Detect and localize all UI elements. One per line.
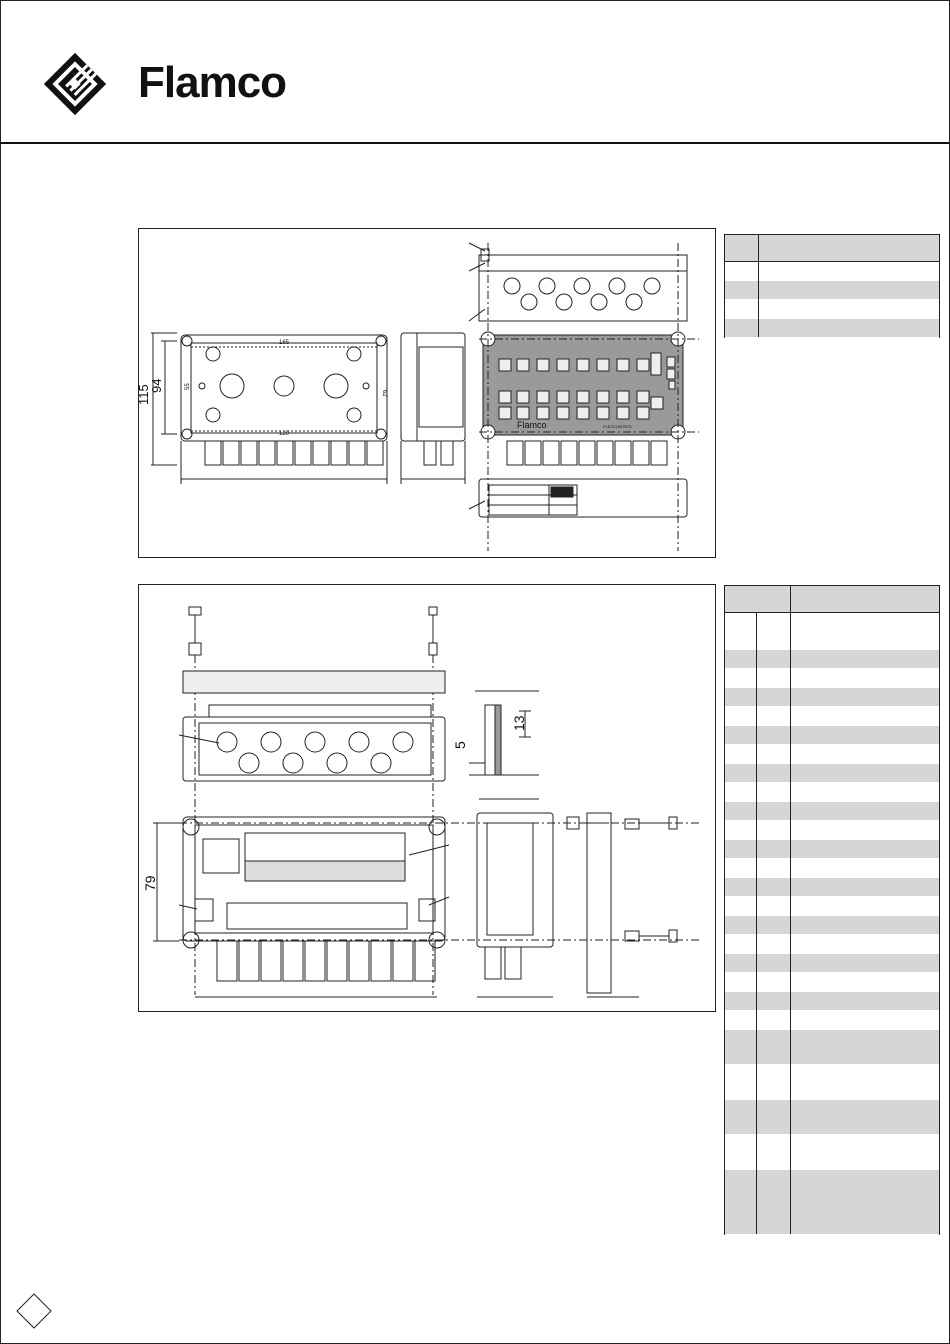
legend-bottom-header — [725, 586, 939, 613]
dim-55: 55 — [185, 383, 191, 390]
legend-bottom-row — [725, 613, 939, 650]
legend-bottom-row — [725, 897, 939, 916]
legend-bottom-row — [725, 821, 939, 840]
legend-bottom-row — [725, 707, 939, 726]
legend-bottom-row — [725, 1030, 939, 1065]
display-brand: Flamco — [517, 420, 547, 430]
legend-bottom-divider — [790, 586, 791, 1234]
dim-165: 165 — [279, 340, 290, 346]
page-number-diamond-icon — [16, 1293, 52, 1329]
legend-bottom-row — [725, 840, 939, 859]
dim-5: 5 — [452, 741, 468, 749]
legend-bottom-row — [725, 935, 939, 954]
bottom-drawing-svg — [139, 585, 715, 1011]
legend-bottom-row — [725, 783, 939, 802]
flamco-logo-icon — [50, 50, 100, 118]
bottom-drawing — [138, 584, 716, 1012]
brand-name: Flamco — [138, 58, 287, 107]
dim-79: 79 — [142, 875, 158, 891]
legend-bottom-row — [725, 859, 939, 878]
legend-bottom-row — [725, 878, 939, 897]
legend-bottom-divider — [756, 613, 757, 1234]
dim-120: 120 — [279, 431, 290, 437]
legend-bottom-row — [725, 688, 939, 707]
top-drawing-svg — [136, 229, 715, 557]
legend-top-divider — [758, 235, 759, 337]
legend-bottom-row — [725, 669, 939, 688]
dim-62: 62 — [381, 390, 387, 397]
legend-bottom-row — [725, 992, 939, 1011]
legend-bottom-row — [725, 726, 939, 745]
top-drawing — [138, 228, 716, 558]
legend-bottom-row — [725, 745, 939, 764]
dim-115: 115 — [136, 384, 151, 405]
display-model: FLEXCONTROL — [603, 424, 633, 429]
legend-bottom-row — [725, 954, 939, 973]
legend-bottom-row — [725, 1100, 939, 1135]
legend-bottom-row — [725, 973, 939, 992]
legend-bottom-row — [725, 1011, 939, 1030]
legend-bottom-row — [725, 650, 939, 669]
dim-13: 13 — [511, 715, 527, 731]
legend-bottom-row — [725, 916, 939, 935]
dim-94: 94 — [149, 378, 164, 393]
legend-bottom-row — [725, 1065, 939, 1100]
legend-bottom-row — [725, 764, 939, 783]
header-rule — [0, 142, 950, 144]
legend-bottom-row — [725, 1170, 939, 1235]
legend-top — [724, 234, 940, 338]
legend-bottom — [724, 585, 940, 1235]
legend-bottom-row — [725, 1135, 939, 1170]
legend-bottom-row — [725, 802, 939, 821]
